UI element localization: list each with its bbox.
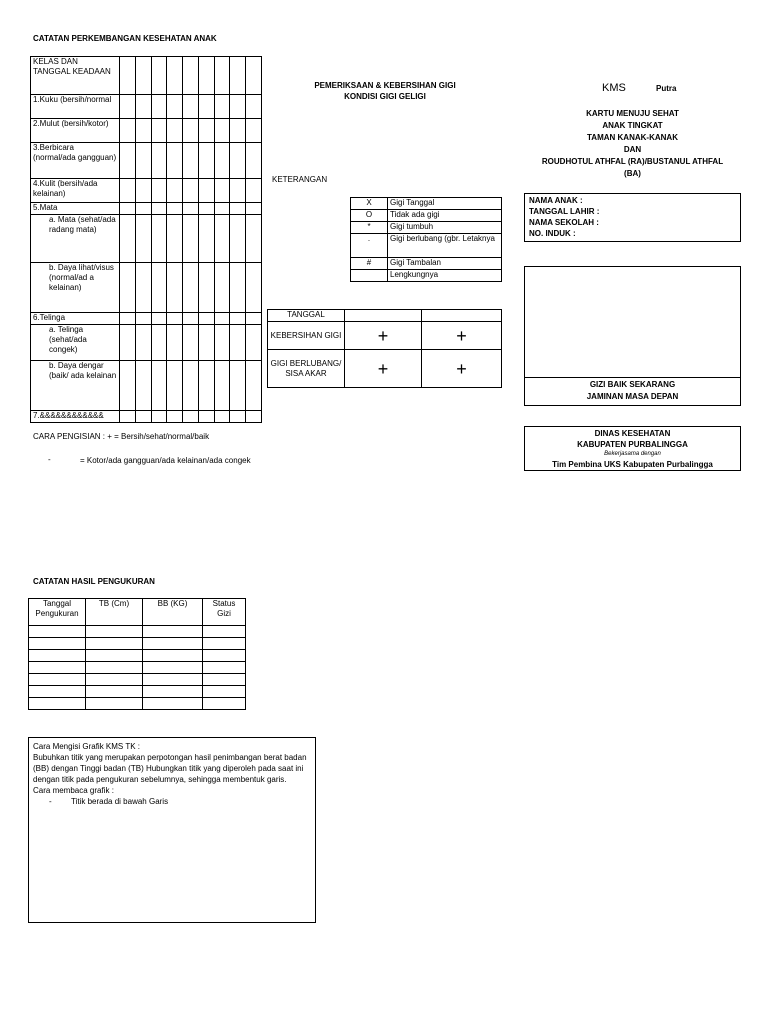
eval-row-label: 7.&&&&&&&&&&&&	[31, 411, 120, 423]
photo-box	[524, 266, 741, 406]
measure-header: Tanggal Pengukuran	[29, 599, 86, 626]
eval-row-label: 1.Kuku (bersih/normal	[31, 95, 120, 119]
identity-box	[524, 193, 741, 242]
keterangan-label: KETERANGAN	[272, 175, 328, 184]
cara-minus-dash: -	[48, 455, 51, 464]
kms-title-block	[525, 108, 740, 180]
eval-row-label: 5.Mata	[31, 203, 120, 215]
health-eval-table	[30, 56, 262, 423]
eval-row-label: 2.Mulut (bersih/kotor)	[31, 119, 120, 143]
legend-desc: Gigi Tambalan	[388, 258, 502, 270]
dental-title: PEMERIKSAAN & KEBERSIHAN GIGI	[314, 81, 456, 90]
nama-anak-field[interactable]: NAMA ANAK :	[529, 196, 583, 205]
slogan-line: JAMINAN MASA DEPAN	[586, 392, 679, 401]
legend-symbol: X	[351, 198, 388, 210]
measure-header: BB (KG)	[143, 599, 203, 626]
legend-desc: Gigi berlubang (gbr. Letaknya	[388, 234, 502, 258]
howto-box	[28, 737, 316, 923]
dental-subtitle: KONDISI GIGI GELIGI	[344, 92, 426, 101]
eval-row-label: 3.Berbicara (normal/ada gangguan)	[31, 143, 120, 179]
kms-line: ANAK TINGKAT	[602, 121, 663, 130]
tanggal-lahir-field[interactable]: TANGGAL LAHIR :	[529, 207, 600, 216]
page-title: CATATAN PERKEMBANGAN KESEHATAN ANAK	[33, 34, 217, 43]
kebersihan-label: KEBERSIHAN GIGI	[268, 322, 345, 350]
eval-row-label: b. Daya dengar (baik/ ada kelainan	[31, 361, 120, 411]
measurement-title: CATATAN HASIL PENGUKURAN	[33, 577, 155, 586]
eval-row-label: a. Mata (sehat/ada radang mata)	[31, 215, 120, 263]
cara-pengisian-text: CARA PENGISIAN : + = Bersih/sehat/normal/baik	[33, 432, 210, 441]
nama-sekolah-field[interactable]: NAMA SEKOLAH :	[529, 218, 599, 227]
cara-minus-text: = Kotor/ada gangguan/ada kelainan/ada congek	[80, 456, 251, 465]
plus-cell: +	[345, 350, 422, 388]
dinas-line: KABUPATEN PURBALINGGA	[577, 440, 688, 449]
legend-desc: Tidak ada gigi	[388, 210, 502, 222]
howto-bullet: Titik berada di bawah Garis	[71, 797, 169, 806]
slogan-line: GIZI BAIK SEKARANG	[589, 380, 676, 389]
eval-row-label: 4.Kulit (bersih/ada kelainan)	[31, 179, 120, 203]
dental-legend-table	[350, 197, 502, 282]
howto-text: Bubuhkan titik yang merupakan perpotongan hasil penimbangan berat badan (BB) dengan Tinggi badan (TB) Hubungkan titik yang diperoleh pada saat ini dengan titik pada pengukuran sebelumnya, sehingga membentuk garis.	[33, 753, 307, 784]
no-induk-field[interactable]: NO. INDUK :	[529, 229, 576, 238]
measurement-table	[28, 598, 246, 710]
legend-symbol: #	[351, 258, 388, 270]
dinas-box	[524, 426, 741, 471]
berlubang-label: GIGI BERLUBANG/ SISA AKAR	[268, 350, 345, 388]
kms-line: DAN	[623, 145, 642, 154]
legend-symbol: O	[351, 210, 388, 222]
plus-cell: +	[422, 322, 502, 350]
eval-row-label: b. Daya lihat/visus (normal/ad a kelainan)	[31, 263, 120, 313]
legend-symbol	[351, 270, 388, 282]
legend-desc: Gigi Tanggal	[388, 198, 502, 210]
measure-header: TB (Cm)	[86, 599, 143, 626]
kms-line: KARTU MENUJU SEHAT	[586, 109, 679, 118]
kms-label: KMS	[602, 82, 626, 94]
plus-cell: +	[422, 350, 502, 388]
putra-label: Putra	[656, 84, 677, 93]
howto-subtitle: Cara membaca grafik :	[33, 786, 114, 795]
kms-line: TAMAN KANAK-KANAK	[587, 133, 678, 142]
bullet-dash: -	[49, 797, 52, 806]
dental-check-table	[267, 309, 502, 388]
eval-row-label: a. Telinga (sehat/ada congek)	[31, 325, 120, 361]
howto-title: Cara Mengisi Grafik KMS TK :	[33, 742, 140, 751]
eval-header: KELAS DAN TANGGAL KEADAAN	[31, 57, 120, 95]
measure-header: Status Gizi	[203, 599, 246, 626]
legend-symbol: .	[351, 234, 388, 258]
kms-line: (BA)	[624, 169, 641, 178]
legend-symbol: *	[351, 222, 388, 234]
eval-row-label: 6.Telinga	[31, 313, 120, 325]
plus-cell: +	[345, 322, 422, 350]
dinas-line: Bekerjasama dengan	[604, 451, 661, 457]
dinas-line: DINAS KESEHATAN	[594, 429, 671, 438]
kms-line: ROUDHOTUL ATHFAL (RA)/BUSTANUL ATHFAL	[541, 157, 724, 166]
tanggal-header: TANGGAL	[268, 310, 345, 322]
legend-desc: Gigi tumbuh	[388, 222, 502, 234]
dinas-line: Tim Pembina UKS Kabupaten Purbalingga	[552, 460, 713, 469]
legend-desc: Lengkungnya	[388, 270, 502, 282]
